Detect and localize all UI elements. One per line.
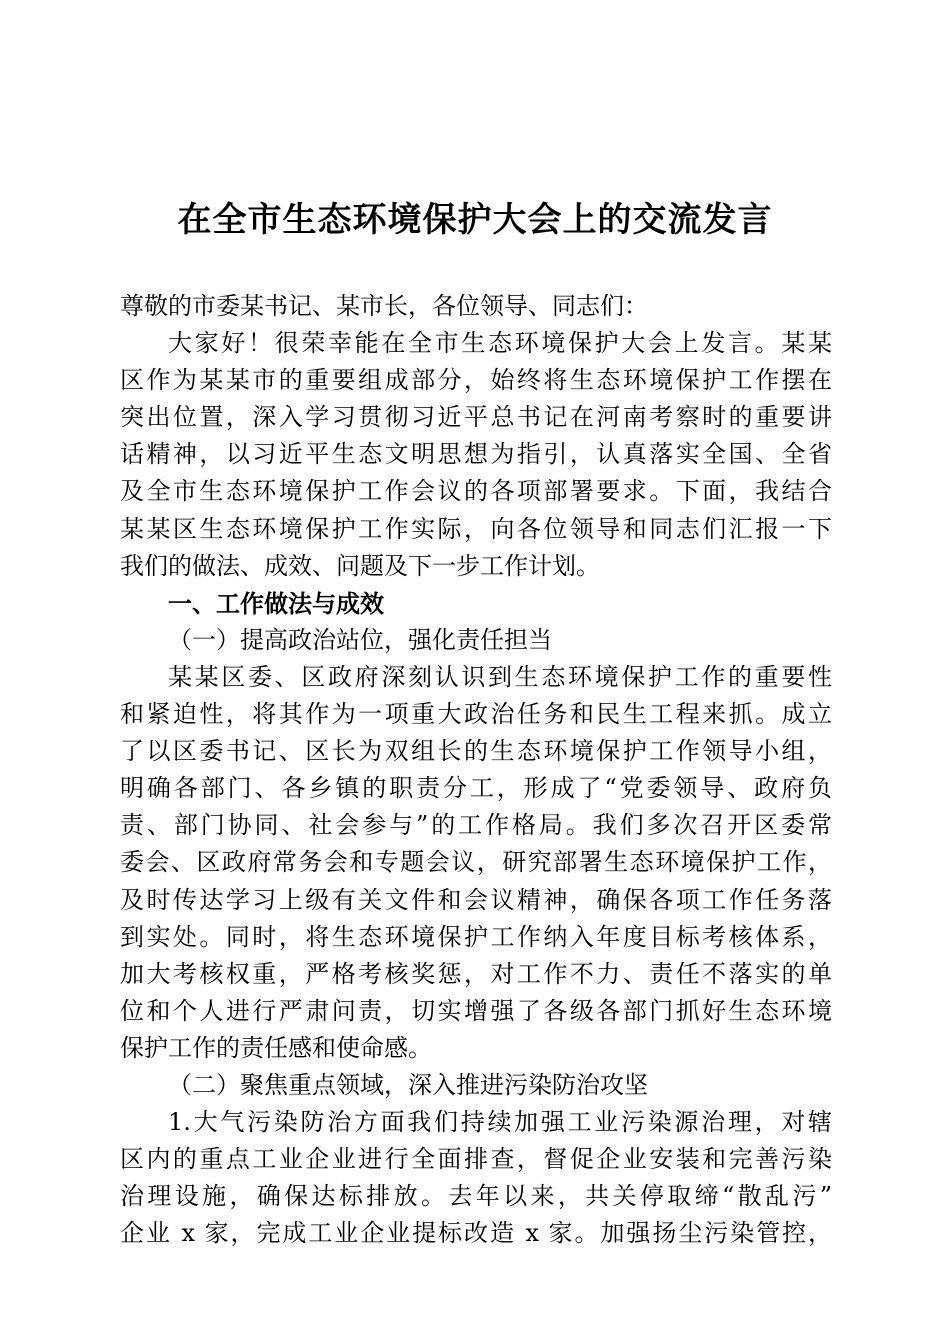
document-body — [120, 288, 832, 1252]
paragraph-line: 到实处。同时，将生态环境保护工作纳入年度目标考核体系， — [120, 922, 832, 951]
salutation: 尊敬的市委某书记、某市长，各位领导、同志们： — [120, 292, 648, 320]
subsection-paragraph — [120, 1104, 832, 1252]
subsection-paragraph — [120, 659, 832, 1067]
paragraph-line: 了以区委书记、区长为双组长的生态环境保护工作领导小组， — [120, 737, 832, 766]
paragraph-line: 治理设施，确保达标排放。去年以来，共关停取缔“散乱污” — [120, 1182, 832, 1211]
paragraph-line: 某某区生态环境保护工作实际，向各位领导和同志们汇报一下 — [120, 514, 832, 543]
paragraph-line: 明确各部门、各乡镇的职责分工，形成了“党委领导、政府负 — [120, 774, 832, 803]
paragraph-line: 位和个人进行严肃问责，切实增强了各级各部门抓好生态环境 — [120, 996, 832, 1025]
paragraph-line: 突出位置，深入学习贯彻习近平总书记在河南考察时的重要讲 — [120, 403, 832, 432]
paragraph-line: 企业 x 家，完成工业企业提标改造 x 家。加强扬尘污染管控， — [120, 1219, 832, 1248]
subsection-heading: （一）提高政治站位，强化责任担当 — [168, 625, 552, 654]
paragraph-line: 区作为某某市的重要组成部分，始终将生态环境保护工作摆在 — [120, 366, 832, 395]
paragraph-line: 委会、区政府常务会和专题会议，研究部署生态环境保护工作， — [120, 848, 832, 877]
intro-paragraph — [120, 325, 832, 585]
paragraph-line: 1.大气污染防治方面我们持续加强工业污染源治理，对辖 — [168, 1108, 832, 1137]
paragraph-line: 话精神，以习近平生态文明思想为指引，认真落实全国、全省 — [120, 440, 832, 469]
paragraph-line: 和紧迫性，将其作为一项重大政治任务和民生工程来抓。成立 — [120, 700, 832, 729]
subsection-heading: （二）聚焦重点领域，深入推进污染防治攻坚 — [168, 1070, 648, 1099]
paragraph-line: 责、部门协同、社会参与”的工作格局。我们多次召开区委常 — [120, 811, 832, 840]
paragraph-line: 大家好！很荣幸能在全市生态环境保护大会上发言。某某 — [168, 329, 832, 358]
paragraph-line: 保护工作的责任感和使命感。 — [120, 1033, 432, 1062]
paragraph-line: 某某区委、区政府深刻认识到生态环境保护工作的重要性 — [168, 662, 832, 691]
paragraph-line: 及时传达学习上级有关文件和会议精神，确保各项工作任务落 — [120, 885, 832, 914]
document-title: 在全市生态环境保护大会上的交流发言 — [177, 200, 773, 240]
paragraph-line: 区内的重点工业企业进行全面排查，督促企业安装和完善污染 — [120, 1145, 832, 1174]
paragraph-line: 我们的做法、成效、问题及下一步工作计划。 — [120, 551, 600, 580]
section-heading: 一、工作做法与成效 — [168, 588, 384, 618]
paragraph-line: 加大考核权重，严格考核奖惩，对工作不力、责任不落实的单 — [120, 959, 832, 988]
paragraph-line: 及全市生态环境保护工作会议的各项部署要求。下面，我结合 — [120, 477, 832, 506]
